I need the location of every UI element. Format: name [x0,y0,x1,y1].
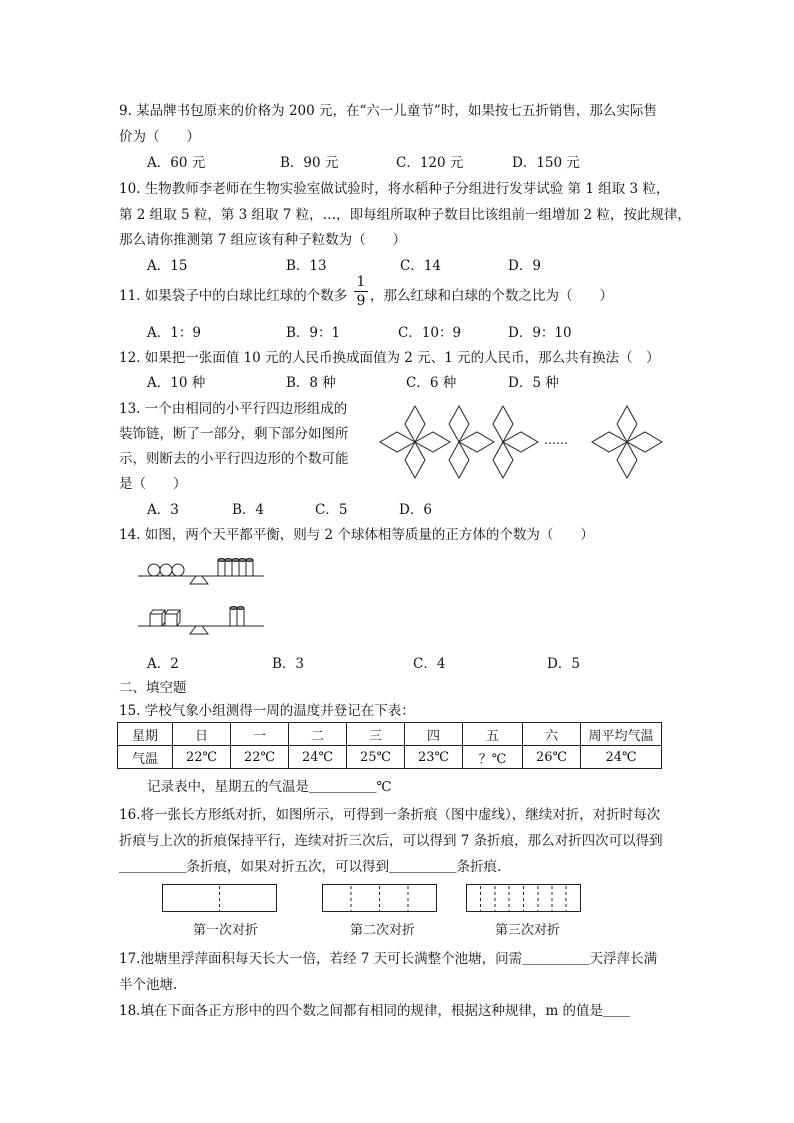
flower-3 [493,406,538,478]
q13-option-d: D．6 [399,502,432,518]
parallelogram-chain-figure [380,404,670,484]
q13-line1: 13. 一个由相同的小平行四边形组成的 [119,401,348,417]
q11-line-after: ，那么红球和白球的个数之比为（ ） [370,288,613,304]
q10-option-c: C．14 [400,258,442,274]
folding-caption-2: 第二次对折 [350,923,416,938]
q18-line1: 18.填在下面各正方形中的四个数之间都有相同的规律，根据这种规律，m 的值是＿＿ [119,1003,631,1019]
folding-caption-3: 第三次对折 [495,923,561,938]
q9-line1: 9. 某品牌书包原来的价格为 200 元，在“六一儿童节”时，如果按七五折销售，那么实际售 [119,103,657,119]
q13-option-a: A．3 [147,502,179,518]
flower-4 [592,406,662,478]
q16-line1: 16.将一张长方形纸对折，如图所示，可得到一条折痕（图中虚线），继续对折，对折时每次 [119,807,661,823]
folding-figure-2 [322,884,438,914]
table-cell: 23℃ [405,746,463,769]
q13-line4: 是（ ） [119,476,187,492]
q12-option-b: B．8 种 [286,375,336,391]
q15-line1: 15. 学校气象小组测得一周的温度并登记在下表： [119,703,415,719]
q10-line1: 10. 生物教师李老师在生物实验室做试验时，将水稻种子分组进行发芽试验 第 1 组取 3 粒， [119,181,670,197]
table-row [118,723,662,746]
folding-figure-3 [466,884,582,914]
q14-option-c: C．4 [413,656,446,672]
q16-line3: ＿＿＿＿＿条折痕，如果对折五次，可以得到＿＿＿＿＿条折痕. [119,859,502,875]
q12-option-c: C．6 种 [406,375,457,391]
q11-option-b: B．9：1 [286,325,341,341]
balance-scale-figure-1 [138,552,268,592]
q13-line3: 示，则断去的小平行四边形的个数可能 [119,451,349,467]
table-cell: 周平均气温 [581,723,662,746]
q12-line1: 12. 如果把一张面值 10 元的人民币换成面值为 2 元、1 元的人民币，那么共有换法（ ） [119,350,660,366]
q13-line2: 装饰链，断了一部分，剩下部分如图所 [119,426,349,442]
q14-option-b: B．3 [272,656,305,672]
balance-scale-figure-2 [138,602,268,642]
table-cell: 22℃ [173,746,231,769]
flower-1 [380,406,450,478]
q11-fraction-numerator: 1 [356,274,366,290]
q11-option-a: A．1：9 [147,325,201,341]
q10-option-d: D．9 [508,258,541,274]
q11-fraction [354,274,368,309]
q16-line2: 折痕与上次的折痕保持平行，连续对折三次后，可以得到 7 条折痕，那么对折四次可以得到 [119,833,663,849]
q12-option-a: A．10 种 [147,375,206,391]
table-cell: 五 [463,723,523,746]
table-cell: 星期 [118,723,173,746]
q10-line2: 第 2 组取 5 粒，第 3 组取 7 粒，…，即每组所取种子数目比该组前一组增加 2 粒，按此规律， [119,207,691,223]
q9-option-a: A．60 元 [147,155,206,171]
q11-line-before: 11. 如果袋子中的白球比红球的个数多 [119,288,348,304]
flower-2 [449,406,494,478]
q13-option-c: C．5 [315,502,348,518]
table-cell: 24℃ [289,746,347,769]
q10-option-a: A．15 [147,258,188,274]
table-cell: 六 [523,723,581,746]
q10-line3: 那么请你推测第 7 组应该有种子粒数为（ ） [119,232,407,248]
table-cell: 三 [347,723,405,746]
table-cell: 22℃ [231,746,289,769]
table-row [118,746,662,769]
table-cell: 25℃ [347,746,405,769]
q14-line1: 14. 如图，两个天平都平衡，则与 2 个球体相等质量的正方体的个数为（ ） [119,527,594,543]
q17-line2: 半个池塘. [119,977,178,993]
table-cell: 四 [405,723,463,746]
q13-option-b: B．4 [232,502,265,518]
chain-ellipsis: …… [544,433,568,447]
folding-figure-1 [162,884,278,914]
q17-line1: 17.池塘里浮萍面积每天长大一倍，若经 7 天可长满整个池塘，问需＿＿＿＿＿天浮萍长满 [119,951,658,967]
table-cell: 日 [173,723,231,746]
q9-line2: 价为（ ） [119,129,200,145]
temperature-table [117,722,662,769]
q14-option-d: D．5 [547,656,580,672]
q11-option-d: D．9：10 [508,325,572,341]
q9-option-d: D．150 元 [512,155,580,171]
q12-option-d: D．5 种 [508,375,559,391]
table-cell: 一 [231,723,289,746]
fraction-bar [354,291,368,292]
q9-option-c: C．120 元 [396,155,464,171]
table-cell: 26℃ [523,746,581,769]
section-heading-fill-in: 二、填空题 [119,680,187,696]
table-cell: ？℃ [463,746,523,769]
q15-followup: 记录表中，星期五的气温是＿＿＿＿＿℃ [147,779,392,795]
table-cell: 二 [289,723,347,746]
q14-option-a: A．2 [147,656,179,672]
folding-caption-1: 第一次对折 [193,923,259,938]
q11-fraction-denominator: 9 [356,293,366,309]
q11-option-c: C．10：9 [398,325,462,341]
table-cell: 24℃ [581,746,662,769]
q9-option-b: B．90 元 [280,155,339,171]
table-cell: 气温 [118,746,173,769]
q10-option-b: B．13 [286,258,327,274]
